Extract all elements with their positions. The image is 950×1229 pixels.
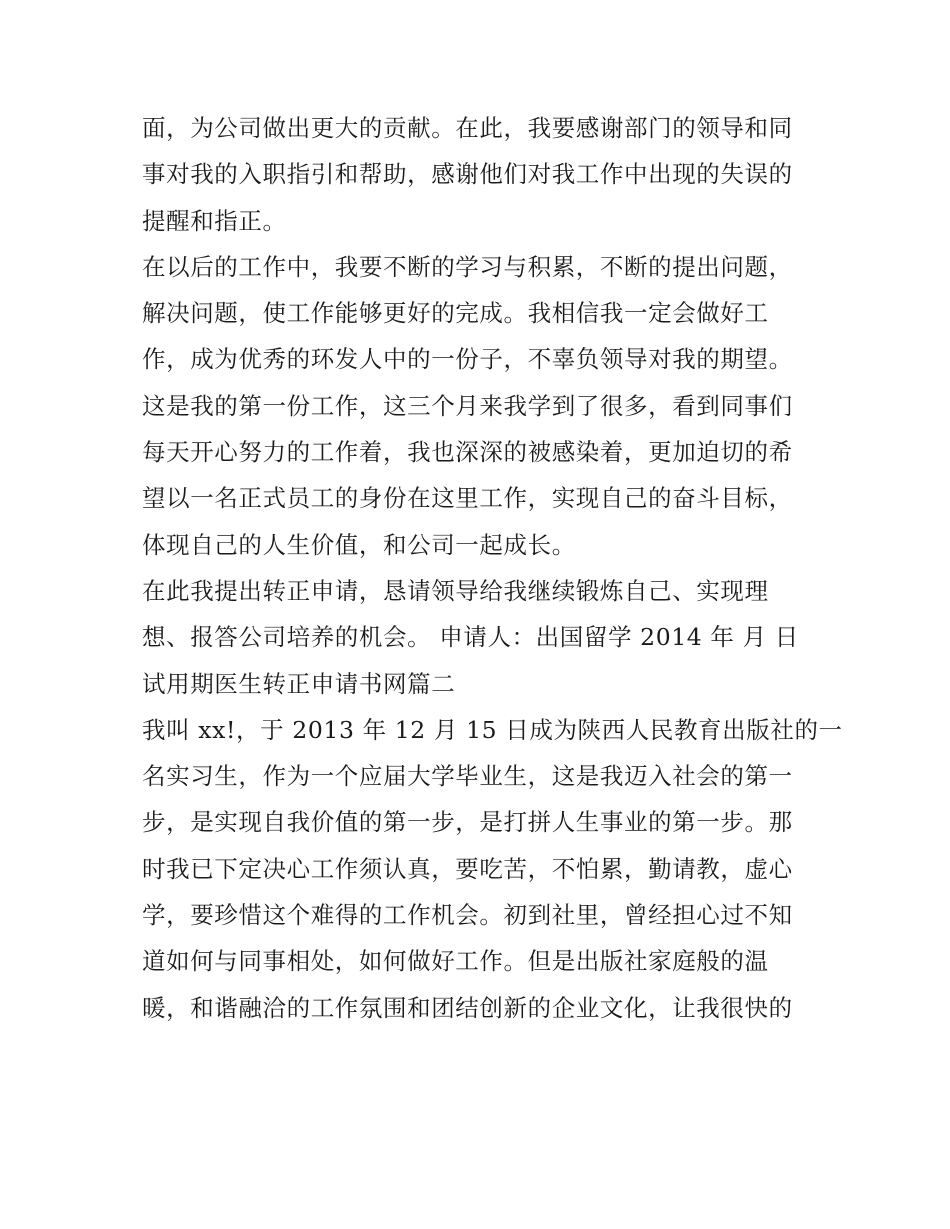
text-line: 想、报答公司培养的机会。 申请人：出国留学 2014 年 月 日 [142, 623, 799, 652]
text-line: 望以一名正式员工的身份在这里工作，实现自己的奋斗目标， [142, 484, 793, 513]
text-line: 我叫 xx!，于 2013 年 12 月 15 日成为陕西人民教育出版社的一 [142, 715, 843, 744]
text-line: 时我已下定决心工作须认真，要吃苦，不怕累，勤请教，虚心 [142, 854, 793, 883]
text-line: 暖，和谐融洽的工作氛围和团结创新的企业文化，让我很快的 [142, 993, 793, 1022]
text-line: 每天开心努力的工作着，我也深深的被感染着，更加迫切的希 [142, 438, 793, 467]
section-heading: 试用期医生转正申请书网篇二 [142, 669, 456, 698]
text-line: 学，要珍惜这个难得的工作机会。初到社里，曾经担心过不知 [142, 901, 793, 930]
text-line: 这是我的第一份工作，这三个月来我学到了很多，看到同事们 [142, 391, 793, 420]
text-line: 道如何与同事相处，如何做好工作。但是出版社家庭般的温 [142, 947, 769, 976]
text-line: 步，是实现自我价值的第一步，是打拼人生事业的第一步。那 [142, 808, 793, 837]
text-line: 作，成为优秀的环发人中的一份子，不辜负领导对我的期望。 [142, 345, 793, 374]
text-line: 事对我的入职指引和帮助，感谢他们对我工作中出现的失误的 [142, 160, 793, 189]
text-line: 提醒和指正。 [142, 206, 287, 235]
text-line: 面，为公司做出更大的贡献。在此，我要感谢部门的领导和同 [142, 114, 793, 142]
document-body [142, 105, 843, 1031]
text-line: 在此我提出转正申请，恳请领导给我继续锻炼自己、实现理 [142, 576, 769, 605]
text-line: 体现自己的人生价值，和公司一起成长。 [142, 530, 576, 559]
text-line: 名实习生，作为一个应届大学毕业生，这是我迈入社会的第一 [142, 762, 793, 791]
text-line: 在以后的工作中，我要不断的学习与积累，不断的提出问题， [142, 252, 793, 281]
text-line: 解决问题，使工作能够更好的完成。我相信我一定会做好工 [142, 299, 769, 328]
